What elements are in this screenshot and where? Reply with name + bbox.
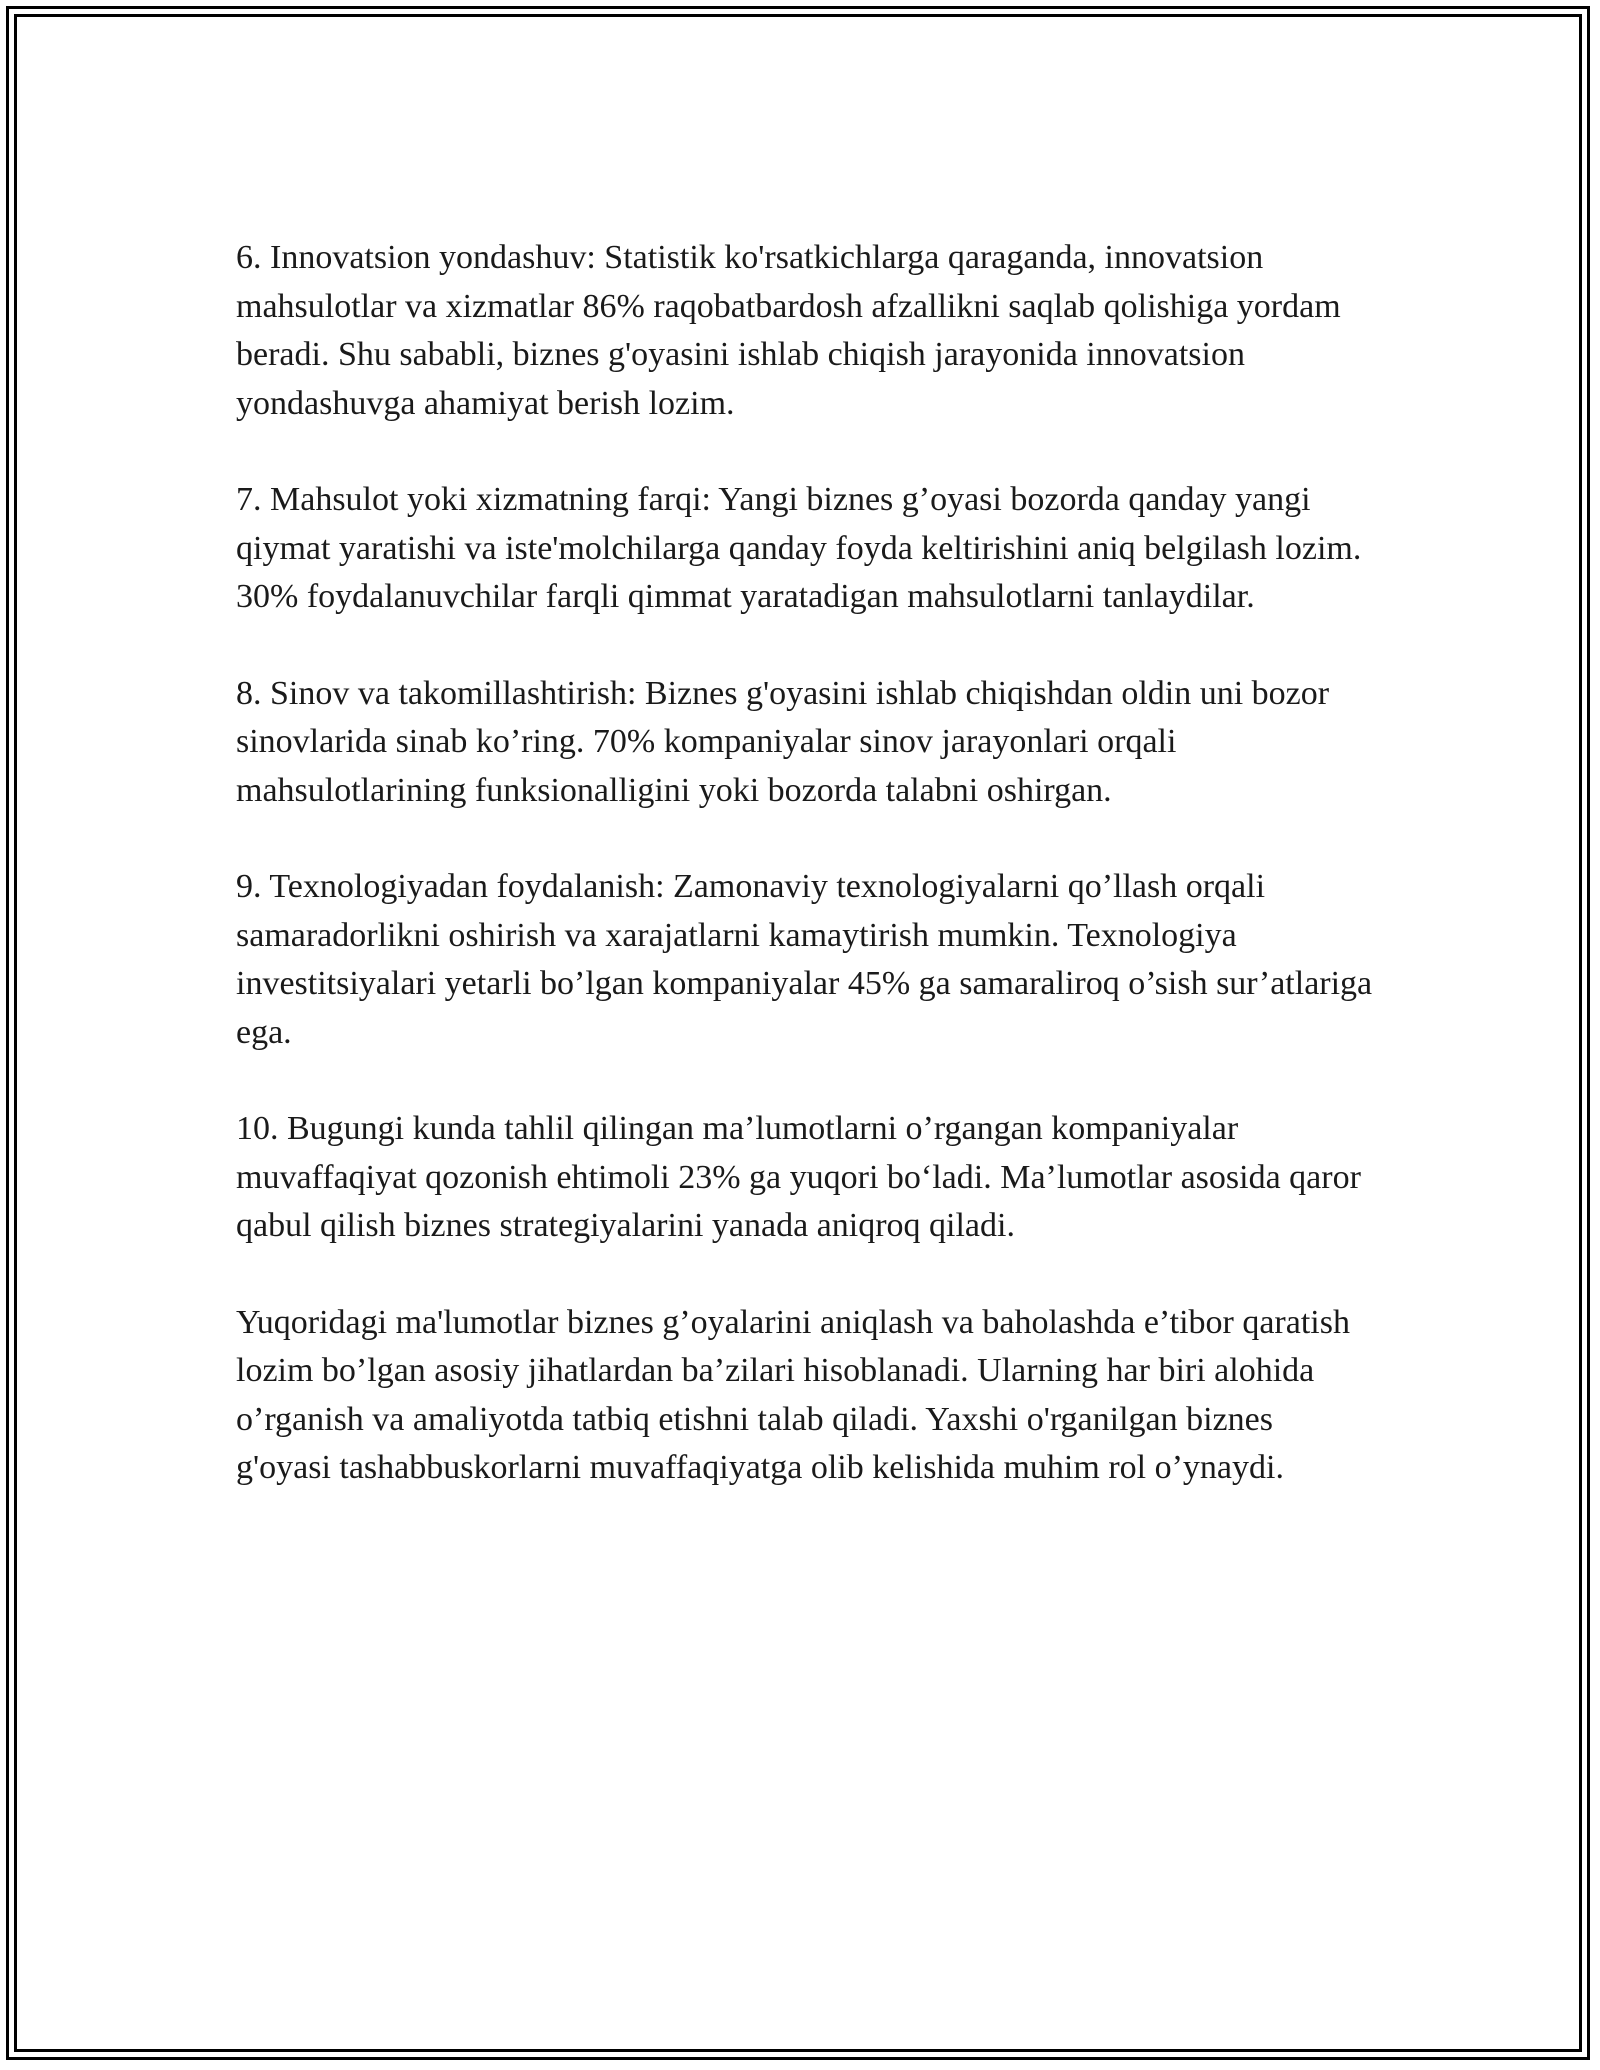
paragraph-innovative-approach: 6. Innovatsion yondashuv: Statistik ko'rsatkichlarga qaraganda, innovatsion mahsulotlar va xizmatlar 86% raqobatbardosh afzallikni saqlab qolishiga yordam beradi. Shu sababli, biznes g'oyasini ishlab chiqish jarayonida innovatsion yondashuvga ahamiyat berish lozim. — [236, 239, 1341, 422]
paragraph-data-analysis: 10. Bugungi kunda tahlil qilingan ma’lumotlarni o’rgangan kompaniyalar muvaffaqiyat qozonish ehtimoli 23% ga yuqori bo‘ladi. Ma’lumotlar asosida qaror qabul qilish biznes strategiyalarini yanada aniqroq qiladi. — [236, 1110, 1361, 1244]
paragraph-product-difference: 7. Mahsulot yoki xizmatning farqi: Yangi biznes g’oyasi bozorda qanday yangi qiymat yaratishi va iste'molchilarga qanday foyda keltirishini aniq belgilash lozim. 30% foydalanuvchilar farqli qimmat yaratadigan mahsulotlarni tanlaydilar. — [236, 481, 1362, 615]
paragraph-conclusion: Yuqoridagi ma'lumotlar biznes g’oyalarini aniqlash va baholashda e’tibor qaratish lozim bo’lgan asosiy jihatlardan ba’zilari hisoblanadi. Ularning har biri alohida o’rganish va amaliyotda tatbiq etishni talab qiladi. Yaxshi o'rganilgan biznes g'oyasi tashabbuskorlarni muvaffaqiyatga olib kelishida muhim rol o’ynaydi. — [236, 1303, 1350, 1486]
paragraph-technology-use: 9. Texnologiyadan foydalanish: Zamonaviy texnologiyalarni qo’llash orqali samaradorlikni oshirish va xarajatlarni kamaytirish mumkin. Texnologiya investitsiyalari yetarli bo’lgan kompaniyalar 45% ga samaraliroq o’sish sur’atlariga ega. — [236, 868, 1373, 1051]
paragraph-testing-improvement: 8. Sinov va takomillashtirish: Biznes g'oyasini ishlab chiqishdan oldin uni bozor sinovlarida sinab ko’ring. 70% kompaniyalar sinov jarayonlari orqali mahsulotlarining funksionalligini yoki bozorda talabni oshirgan. — [236, 674, 1330, 809]
document-body — [236, 234, 1376, 1493]
